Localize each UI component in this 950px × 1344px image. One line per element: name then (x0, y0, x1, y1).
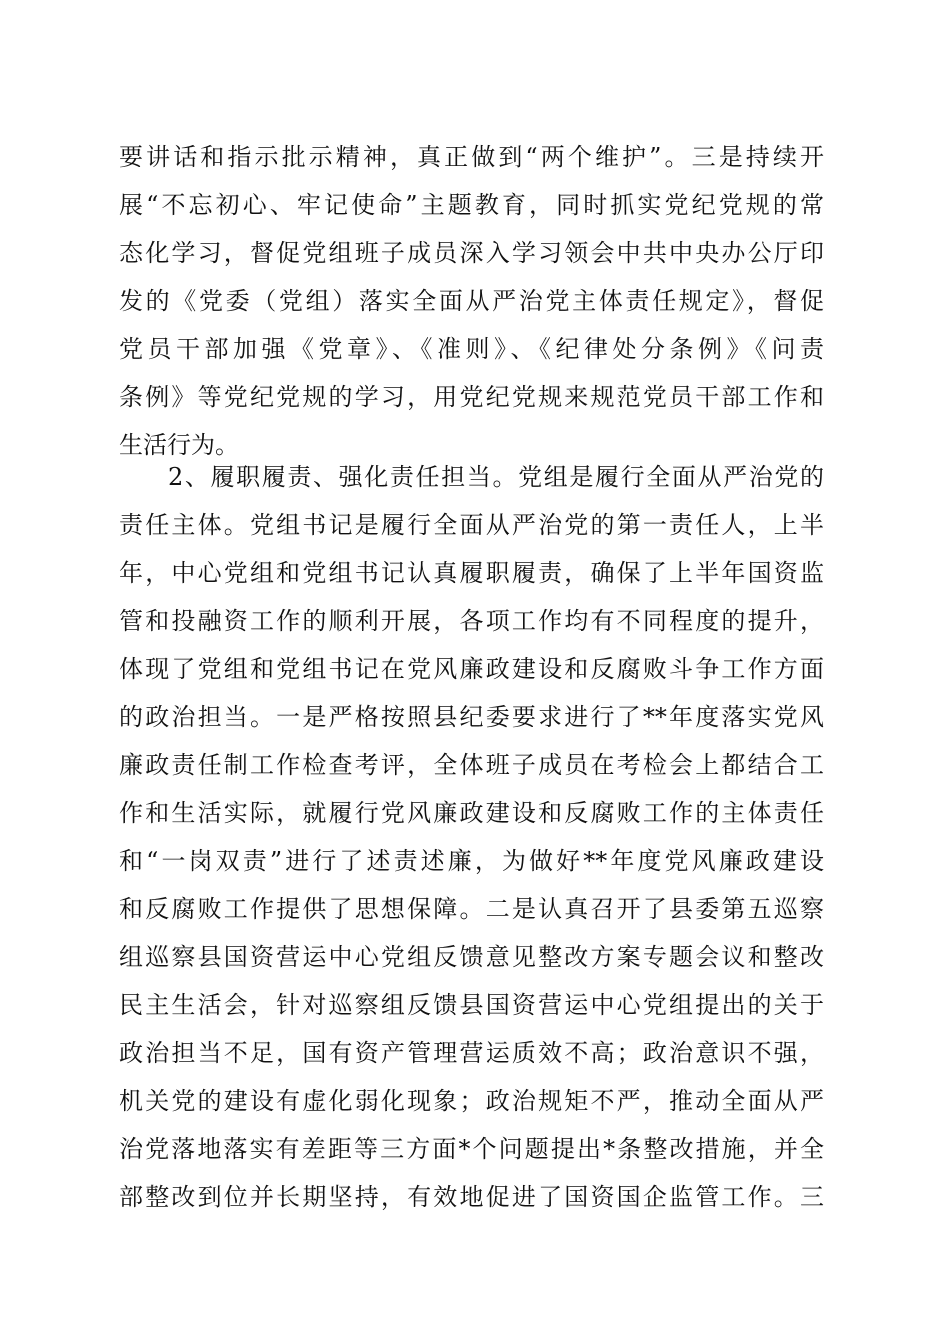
paragraph-2-line-6: 的政治担当。一是严格按照县纪委要求进行了**年度落实党风 (119, 703, 824, 731)
paragraph-2-line-15: 治党落地落实有差距等三方面*个问题提出*条整改措施，并全 (119, 1135, 824, 1163)
paragraph-2-line-14: 机关党的建设有虚化弱化现象；政治规矩不严，推动全面从严 (119, 1087, 824, 1115)
paragraph-1 (119, 133, 824, 469)
paragraph-2-line-13: 政治担当不足，国有资产管理营运质效不高；政治意识不强， (119, 1039, 824, 1067)
paragraph-2-line-2: 责任主体。党组书记是履行全面从严治党的第一责任人，上半 (119, 511, 824, 539)
paragraph-2-line-16: 部整改到位并长期坚持，有效地促进了国资国企监管工作。三 (119, 1183, 824, 1211)
paragraph-2-line-12: 民主生活会，针对巡察组反馈县国资营运中心党组提出的关于 (119, 991, 824, 1019)
paragraph-1-line-2: 展“不忘初心、牢记使命”主题教育，同时抓实党纪党规的常 (119, 191, 824, 219)
paragraph-2-line-10: 和反腐败工作提供了思想保障。二是认真召开了县委第五巡察 (119, 895, 824, 923)
paragraph-2-line-5: 体现了党组和党组书记在党风廉政建设和反腐败斗争工作方面 (119, 655, 824, 683)
paragraph-2-line-7: 廉政责任制工作检查考评，全体班子成员在考检会上都结合工 (119, 751, 824, 779)
paragraph-1-line-5: 党员干部加强《党章》、《准则》、《纪律处分条例》《问责 (119, 335, 824, 363)
paragraph-1-line-7: 生活行为。 (119, 431, 239, 459)
paragraph-1-line-4: 发的《党委（党组）落实全面从严治党主体责任规定》，督促 (119, 287, 824, 315)
paragraph-1-line-1: 要讲话和指示批示精神，真正做到“两个维护”。三是持续开 (119, 143, 824, 171)
paragraph-2-line-1: 2、履职履责、强化责任担当。党组是履行全面从严治党的 (168, 463, 824, 491)
paragraph-1-line-3: 态化学习，督促党组班子成员深入学习领会中共中央办公厅印 (119, 239, 824, 267)
paragraph-2 (119, 453, 824, 1221)
paragraph-2-line-3: 年，中心党组和党组书记认真履职履责，确保了上半年国资监 (119, 559, 824, 587)
paragraph-2-line-8: 作和生活实际，就履行党风廉政建设和反腐败工作的主体责任 (119, 799, 824, 827)
paragraph-2-line-4: 管和投融资工作的顺利开展，各项工作均有不同程度的提升， (119, 607, 824, 635)
paragraph-2-line-11: 组巡察县国资营运中心党组反馈意见整改方案专题会议和整改 (119, 943, 824, 971)
paragraph-2-line-9: 和“一岗双责”进行了述责述廉，为做好**年度党风廉政建设 (119, 847, 824, 875)
paragraph-1-line-6: 条例》等党纪党规的学习，用党纪党规来规范党员干部工作和 (119, 383, 824, 411)
